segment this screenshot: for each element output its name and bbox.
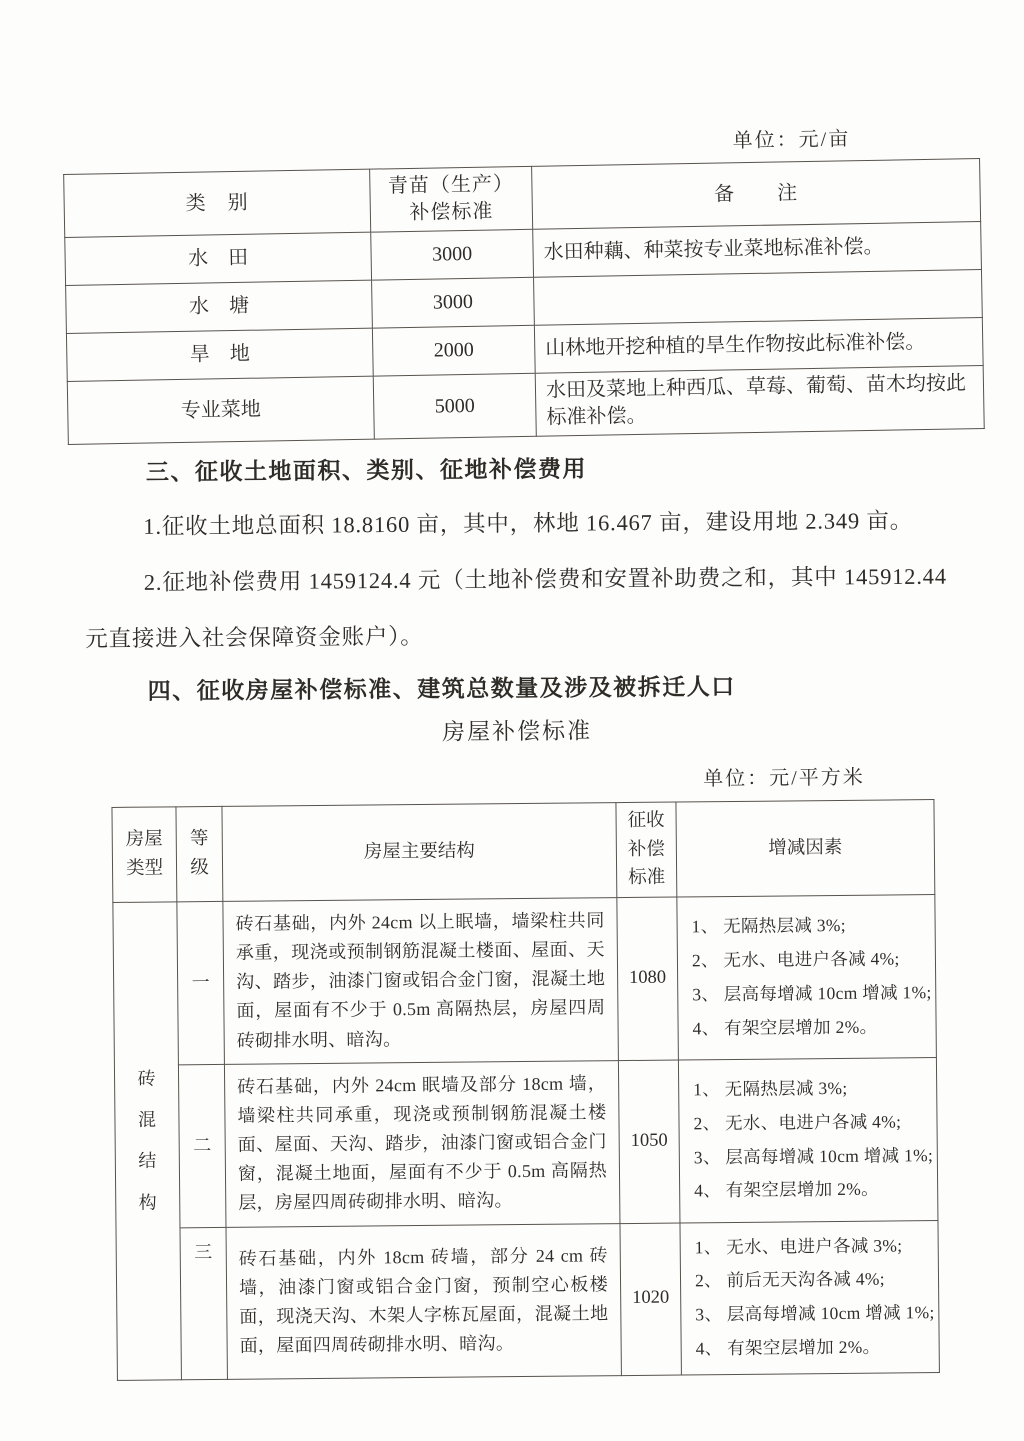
standard-cell: 1080 bbox=[617, 897, 679, 1060]
remark-cell bbox=[534, 269, 983, 325]
factor-item: 1、 无水、电进户各减 3%; bbox=[694, 1234, 903, 1257]
grade-cell: 二 bbox=[178, 1064, 226, 1227]
land-area-paragraph: 1.征收土地总面积 18.8160 亩，其中，林地 16.467 亩，建设用地 2.349 亩。 bbox=[143, 508, 914, 540]
factor-item: 4、 有架空层增加 2%。 bbox=[692, 1015, 878, 1038]
section-heading-3: 三、征收土地面积、类别、征地补偿费用 bbox=[145, 455, 588, 485]
factor-item: 2、 无水、电进户各减 4%; bbox=[691, 948, 900, 971]
standard-cell: 3000 bbox=[372, 277, 535, 328]
factors-cell bbox=[677, 894, 937, 1059]
grade-cell: 三 bbox=[180, 1227, 227, 1379]
crop-compensation-table bbox=[63, 158, 985, 445]
factors-cell bbox=[678, 1057, 938, 1222]
table-row-grade-3 bbox=[116, 1220, 939, 1380]
house-type-header-cell: 房屋类型 bbox=[112, 806, 177, 902]
table-row-grade-2 bbox=[114, 1057, 938, 1228]
remark-cell: 山林地开挖种植的旱生作物按此标准补偿。 bbox=[534, 317, 983, 373]
structure-header-cell: 房屋主要结构 bbox=[222, 802, 617, 901]
factor-item: 4、 有架空层增加 2%。 bbox=[695, 1336, 881, 1358]
factor-item: 3、 层高每增减 10cm 增减 1%; bbox=[693, 1144, 934, 1167]
category-cell: 专业菜地 bbox=[67, 376, 374, 444]
structure-cell: 砖石基础，内外 24cm 以上眠墙，墙梁柱共同承重，现浇或预制钢筋混凝土楼面、屋面、天沟、踏步，油漆门窗或铝合金门窗，混凝土地面，屋面有不少于 0.5m 高隔热层，房屋四周砖砌排水明、暗沟。 bbox=[223, 897, 619, 1064]
structure-cell: 砖石基础，内外 24cm 眠墙及部分 18cm 墙，墙梁柱共同承重，现浇或预制钢筋混凝土楼面、屋面、天沟、踏步，油漆门窗或铝合金门窗，混凝土地面，屋面有不少于 0.5m 高隔热层，房屋四周砖砌排水明、暗沟。 bbox=[224, 1060, 620, 1227]
standard-cell: 3000 bbox=[371, 229, 534, 280]
factor-item: 3、 层高每增减 10cm 增减 1%; bbox=[695, 1301, 935, 1325]
structure-cell: 砖石基础，内外 18cm 砖墙，部分 24 cm 砖墙，油漆门窗或铝合金门窗，预制空心板楼面，现浇天沟、木架人字栋瓦屋面，混凝土地面，屋面四周砖砌排水明、暗沟。 bbox=[226, 1223, 621, 1379]
house-type-group-cell bbox=[113, 901, 182, 1379]
house-compensation-subtitle: 房屋补偿标准 bbox=[441, 718, 593, 745]
house-type-group-label: 砖混结构 bbox=[137, 1067, 157, 1213]
category-cell: 旱 地 bbox=[66, 328, 373, 381]
factors-header-cell: 增减因素 bbox=[676, 799, 935, 896]
compensation-fee-paragraph: 2.征地补偿费用 1459124.4 元（土地补偿费和安置补助费之和，其中 145912.44 元直接进入社会保障资金账户）。 bbox=[85, 563, 947, 652]
unit-note-yuan-per-sqm: 单位：元/平方米 bbox=[703, 766, 865, 790]
factor-item: 2、 无水、电进户各减 4%; bbox=[693, 1110, 902, 1133]
table-row-grade-1 bbox=[113, 894, 937, 1065]
remark-header-cell: 备 注 bbox=[532, 159, 981, 230]
factors-cell bbox=[680, 1220, 939, 1375]
grade-header-cell: 等级 bbox=[176, 806, 223, 901]
house-compensation-section bbox=[111, 760, 939, 1381]
factor-item: 3、 层高每增减 10cm 增减 1%; bbox=[692, 981, 932, 1004]
standard-header-cell: 征收补偿标准 bbox=[616, 802, 677, 898]
remark-cell: 水田种藕、种菜按专业菜地标准补偿。 bbox=[533, 221, 982, 277]
standard-cell: 2000 bbox=[372, 325, 535, 376]
factor-item: 1、 无隔热层减 3%; bbox=[693, 1077, 848, 1100]
standard-header-cell: 青苗（生产）补偿标准 bbox=[370, 166, 533, 232]
section-heading-4: 四、征收房屋补偿标准、建筑总数量及涉及被拆迁人口 bbox=[147, 673, 736, 704]
crop-compensation-section bbox=[60, 0, 983, 445]
body-text-block bbox=[84, 450, 948, 753]
grade-cell: 一 bbox=[177, 901, 225, 1064]
standard-cell: 5000 bbox=[373, 373, 536, 439]
factor-item: 4、 有架空层增加 2%。 bbox=[694, 1178, 879, 1201]
factor-item: 1、 无隔热层减 3%; bbox=[691, 914, 847, 937]
unit-note-yuan-per-mu: 单位：元/亩 bbox=[732, 128, 851, 153]
house-compensation-table bbox=[111, 799, 939, 1381]
standard-cell: 1050 bbox=[618, 1059, 680, 1222]
remark-cell: 水田及菜地上种西瓜、草莓、葡萄、苗木均按此标准补偿。 bbox=[535, 365, 984, 436]
category-cell: 水 塘 bbox=[66, 280, 373, 333]
house-table-header-row bbox=[112, 799, 935, 902]
category-cell: 水 田 bbox=[65, 232, 372, 285]
category-header-cell: 类 别 bbox=[64, 169, 371, 237]
standard-cell: 1020 bbox=[620, 1222, 681, 1375]
factor-item: 2、 前后无天沟各减 4%; bbox=[694, 1268, 886, 1291]
